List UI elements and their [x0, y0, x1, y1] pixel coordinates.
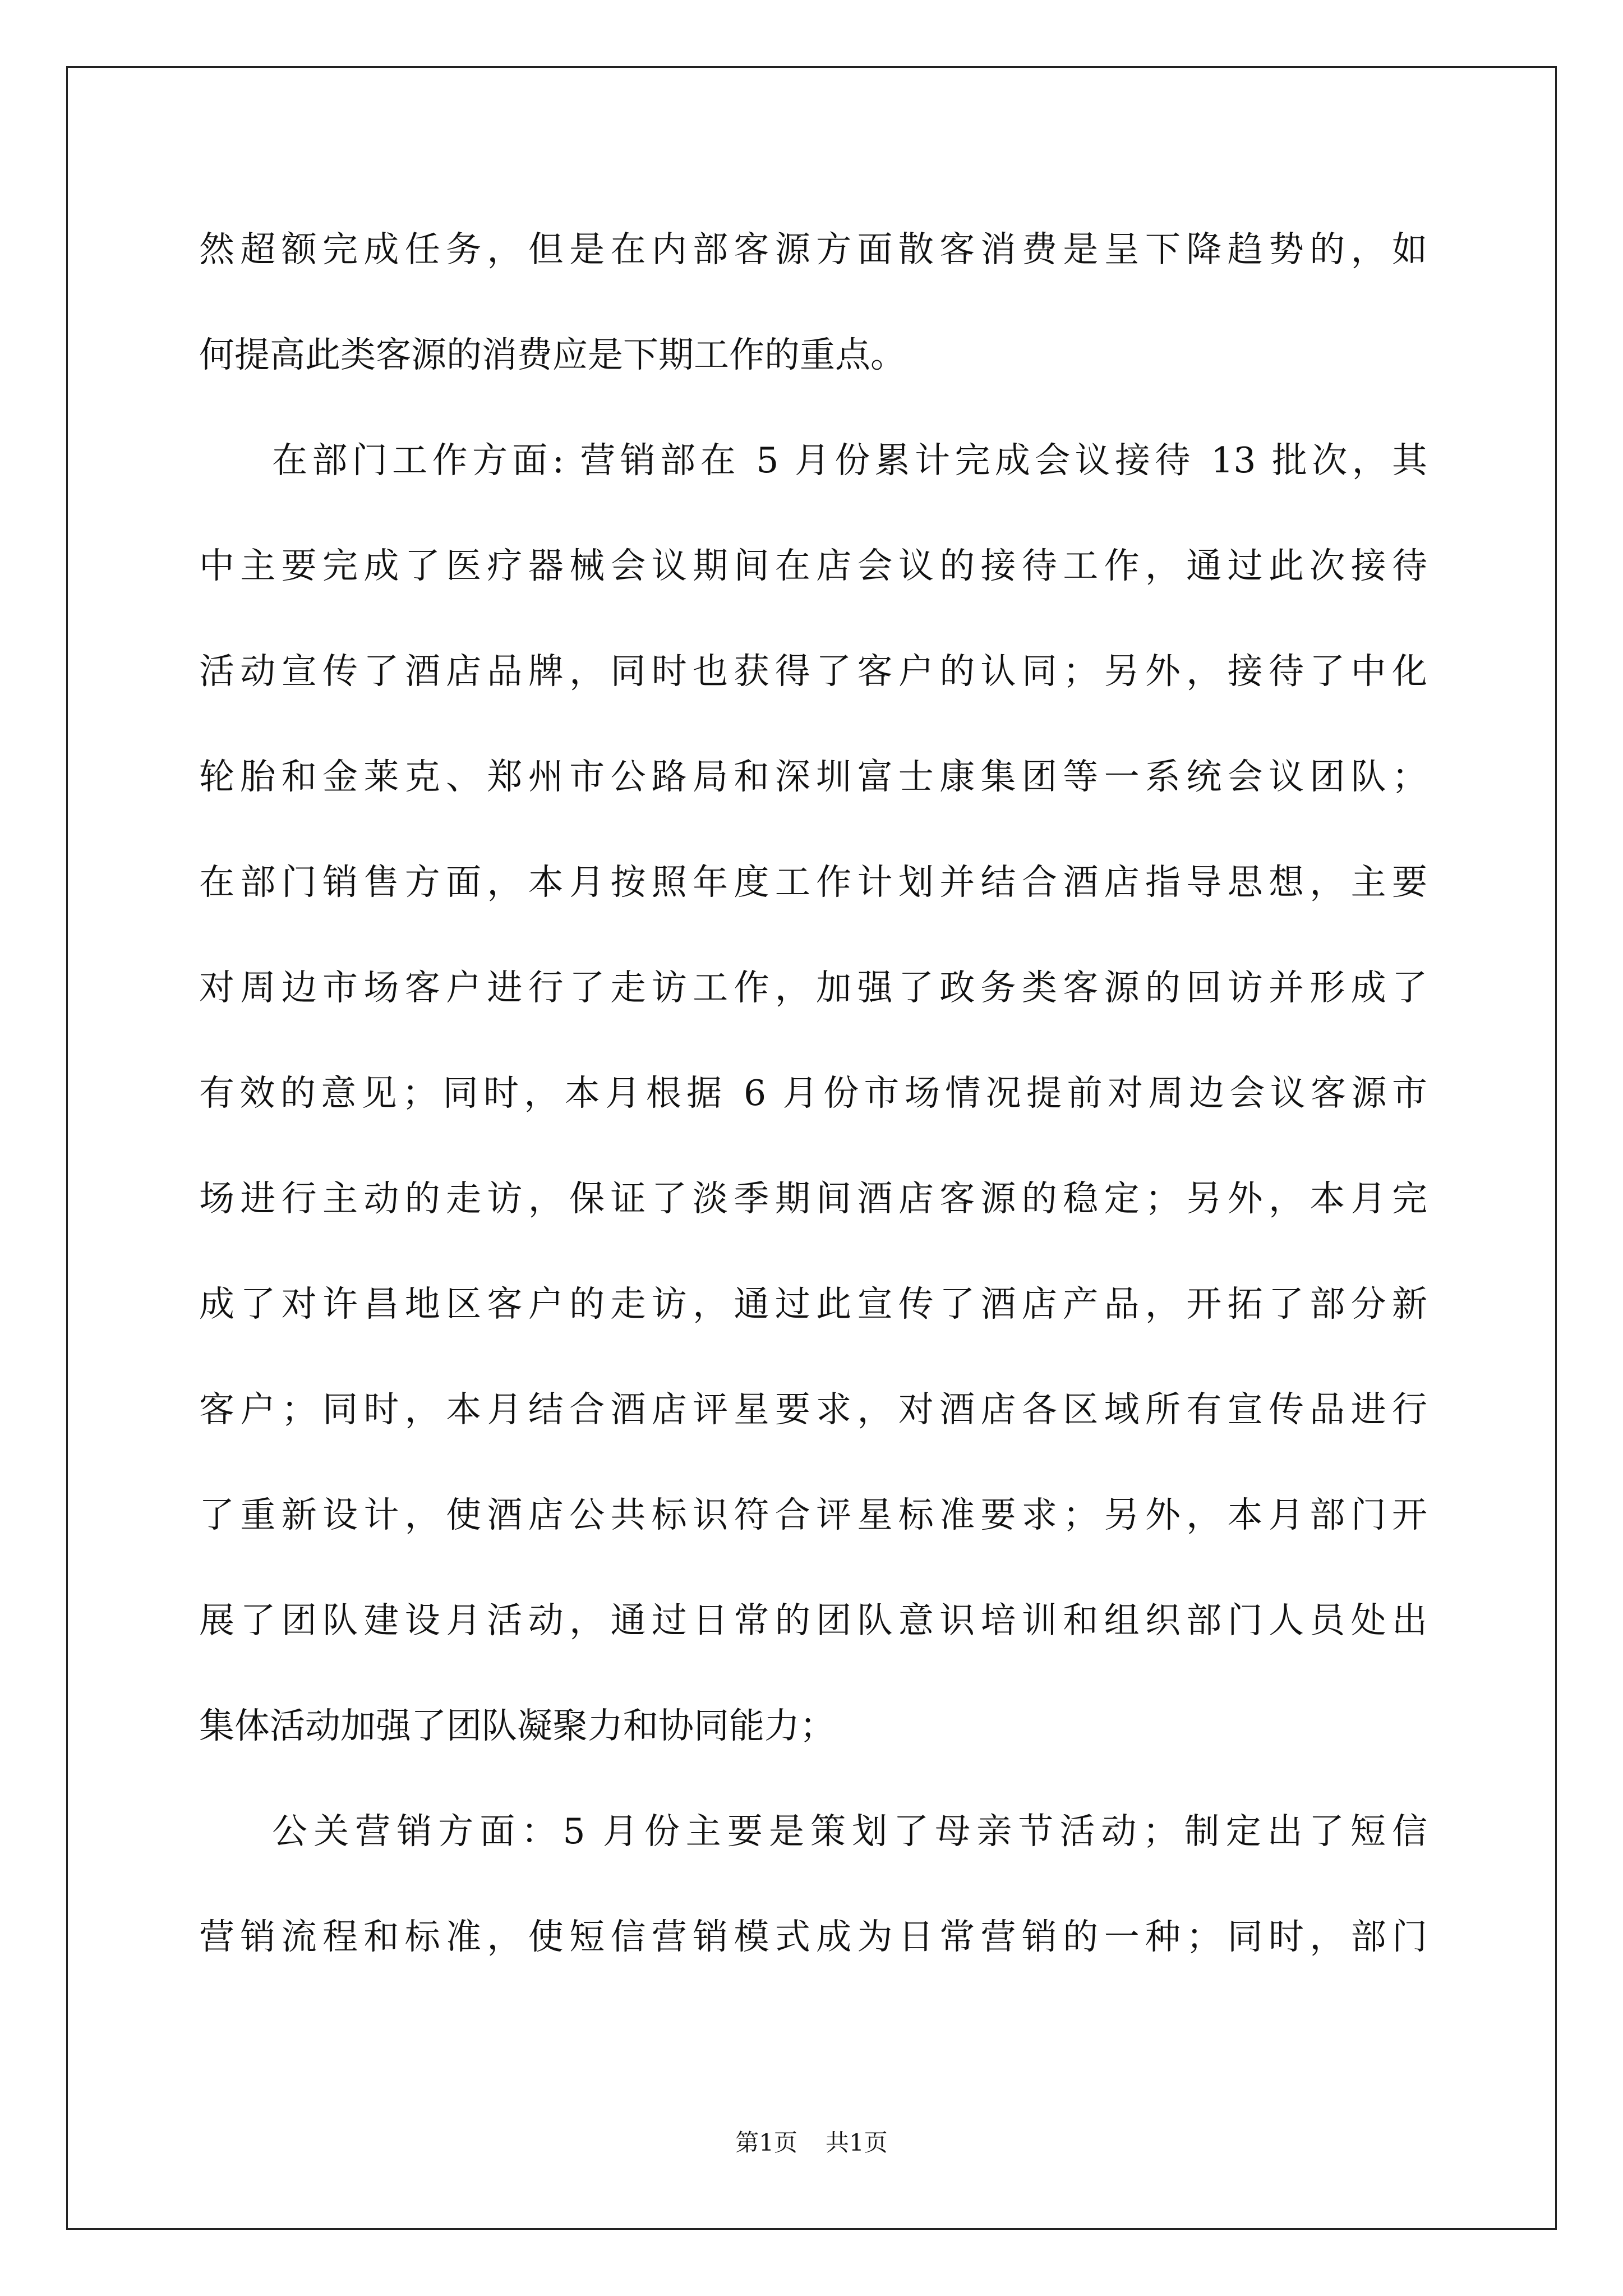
document-body — [199, 208, 1427, 2000]
text-line: 中主要完成了医疗器械会议期间在店会议的接待工作，通过此次接待 — [199, 545, 1427, 586]
text-line: 然超额完成任务，但是在内部客源方面散客消费是呈下降趋势的，如 — [199, 229, 1427, 270]
text-line: 轮胎和金莱克、郑州市公路局和深圳富士康集团等一系统会议团队； — [199, 756, 1427, 797]
text-line: 公关营销方面：5 月份主要是策划了母亲节活动；制定出了短信 — [272, 1811, 1427, 1852]
text-line: 对周边市场客户进行了走访工作，加强了政务类客源的回访并形成了 — [199, 967, 1427, 1008]
text-line: 集体活动加强了团队凝聚力和协同能力； — [199, 1705, 835, 1746]
page-total: 共1页 — [826, 2129, 888, 2156]
text-line: 营销流程和标准，使短信营销模式成为日常营销的一种；同时，部门 — [199, 1916, 1427, 1957]
text-line: 在部门销售方面，本月按照年度工作计划并结合酒店指导思想，主要 — [199, 862, 1427, 903]
text-line: 成了对许昌地区客户的走访，通过此宣传了酒店产品，开拓了部分新 — [199, 1283, 1427, 1324]
text-line: 在部门工作方面: 营销部在 5 月份累计完成会议接待 13 批次，其 — [272, 440, 1427, 481]
text-line: 何提高此类客源的消费应是下期工作的重点。 — [199, 334, 906, 375]
text-line: 有效的意见；同时，本月根据 6 月份市场情况提前对周边会议客源市 — [199, 1073, 1427, 1114]
text-line: 了重新设计，使酒店公共标识符合评星标准要求；另外，本月部门开 — [199, 1494, 1427, 1535]
text-line: 活动宣传了酒店品牌，同时也获得了客户的认同；另外，接待了中化 — [199, 651, 1427, 692]
page-number: 第1页 — [735, 2129, 797, 2156]
text-line: 展了团队建设月活动，通过日常的团队意识培训和组织部门人员处出 — [199, 1600, 1427, 1641]
text-line: 场进行主动的走访，保证了淡季期间酒店客源的稳定；另外，本月完 — [199, 1178, 1427, 1219]
page-footer — [0, 2126, 1623, 2160]
text-line: 客户；同时，本月结合酒店评星要求，对酒店各区域所有宣传品进行 — [199, 1389, 1427, 1430]
